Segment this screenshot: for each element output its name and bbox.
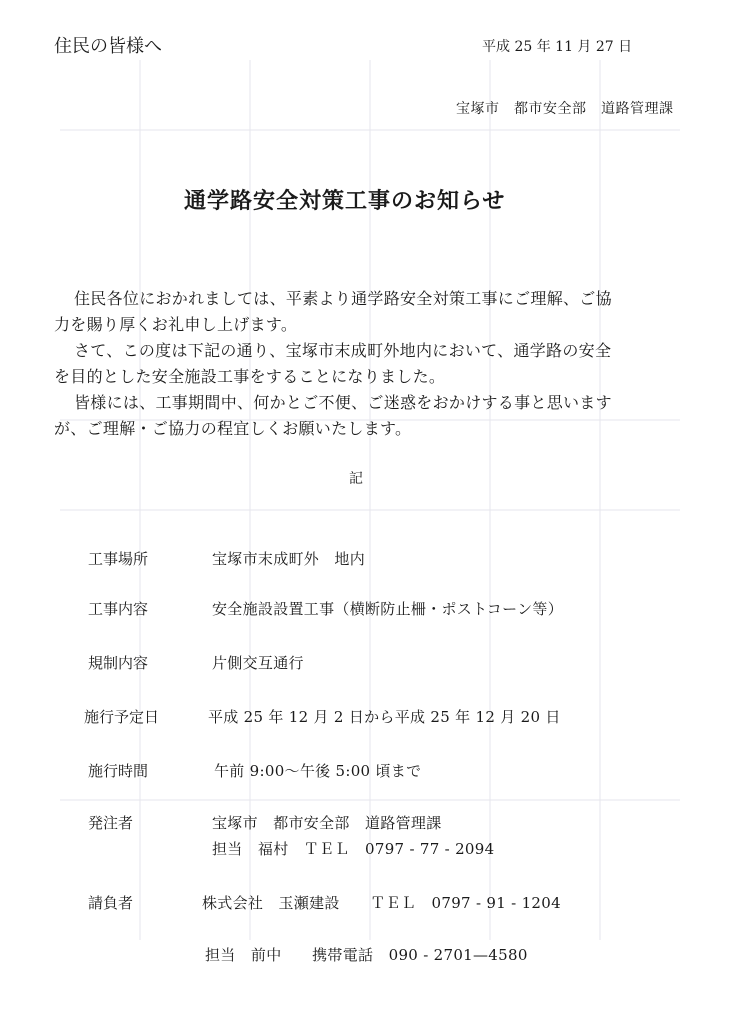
body-line: 力を賜り厚くお礼申し上げます。 [54, 315, 298, 334]
hours-value: 午前 9:00～午後 5:00 頃まで [214, 762, 422, 780]
schedule-label: 施行予定日 [84, 708, 160, 726]
issue-date: 平成 25 年 11 月 27 日 [482, 39, 633, 55]
hours-label: 施行時間 [88, 762, 149, 780]
ki-marker: 記 [349, 471, 363, 487]
content-value: 安全施設設置工事（横断防止柵・ポストコーン等） [212, 600, 564, 618]
client-label: 発注者 [88, 814, 134, 832]
body-line: 皆様には、工事期間中、何かとご不便、ご迷惑をおかけする事と思います [74, 393, 612, 412]
body-line: を目的とした安全施設工事をすることになりました。 [54, 367, 446, 386]
regulation-label: 規制内容 [88, 654, 149, 672]
schedule-value: 平成 25 年 12 月 2 日から平成 25 年 12 月 20 日 [208, 708, 561, 726]
client-value: 宝塚市 都市安全部 道路管理課 [212, 814, 442, 832]
addressee: 住民の皆様へ [54, 36, 162, 57]
content-label: 工事内容 [88, 600, 149, 618]
body-line: 住民各位におかれましては、平素より通学路安全対策工事にご理解、ご協 [74, 289, 612, 308]
body-line: さて、この度は下記の通り、宝塚市末成町外地内において、通学路の安全 [74, 341, 612, 360]
issuer: 宝塚市 都市安全部 道路管理課 [456, 101, 674, 117]
contractor-value: 株式会社 玉瀬建設 ＴＥＬ 0797 - 91 - 1204 [202, 894, 561, 912]
onsite-contact: 担当 前中 携帯電話 090 - 2701—4580 [205, 946, 528, 964]
body-line: が、ご理解・ご協力の程宜しくお願いたします。 [54, 419, 412, 438]
document-title: 通学路安全対策工事のお知らせ [184, 188, 506, 214]
location-value: 宝塚市末成町外 地内 [212, 550, 366, 568]
client-contact: 担当 福村 ＴＥＬ 0797 - 77 - 2094 [212, 840, 495, 858]
contractor-label: 請負者 [88, 894, 134, 912]
regulation-value: 片側交互通行 [212, 654, 304, 672]
location-label: 工事場所 [88, 550, 149, 568]
